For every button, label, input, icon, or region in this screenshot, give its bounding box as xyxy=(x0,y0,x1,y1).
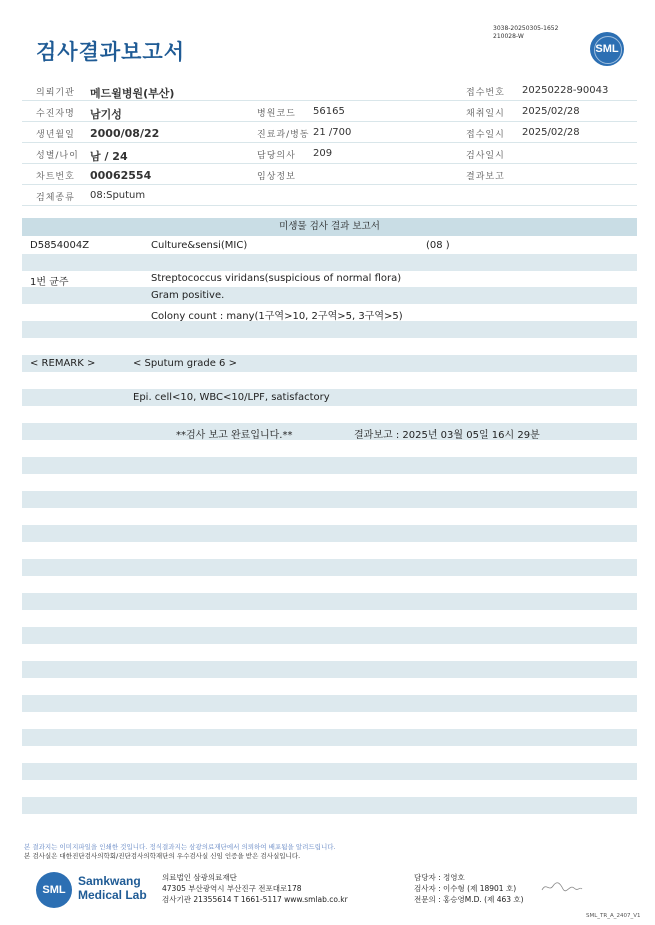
info-value: 2000/08/22 xyxy=(90,127,160,140)
info-row xyxy=(22,122,637,143)
info-value: 08:Sputum xyxy=(90,190,146,201)
report-complete-text: **검사 보고 완료입니다.** xyxy=(176,430,293,441)
test-code: D5854004Z xyxy=(30,240,90,251)
info-row xyxy=(22,101,637,122)
company-name-line2: Medical Lab xyxy=(78,888,147,902)
document-code-line2: 210028-W xyxy=(493,33,524,40)
footer-note-print: 본 결과지는 이미지파일을 인쇄한 것입니다. 정식결과지는 삼광의료재단에서 의뢰하여 배포됨을 알려드립니다. xyxy=(24,843,336,851)
report-time: 결과보고 : 2025년 03월 05일 16시 29분 xyxy=(354,430,540,441)
result-stripe xyxy=(22,729,637,746)
footer-note-accreditation: 본 검사실은 대한진단검사의학회/진단검사의학재단의 우수검사실 신임 인증을 받은 검사실입니다. xyxy=(24,852,301,860)
document-code xyxy=(493,25,558,41)
info-label: 접수번호 xyxy=(466,88,505,98)
org-contact: 검사기관 21355614 T 1661-5117 www.smlab.co.kr xyxy=(162,895,348,904)
info-value: 2025/02/28 xyxy=(522,127,580,138)
result-stripe xyxy=(22,661,637,678)
result-stripe xyxy=(22,321,637,338)
result-stripe xyxy=(22,423,637,440)
footer-sml-logo-icon xyxy=(36,872,72,908)
info-row xyxy=(22,164,637,185)
info-value: 21 /700 xyxy=(313,127,352,138)
result-stripe xyxy=(22,593,637,610)
info-label: 접수일시 xyxy=(466,130,505,140)
info-value: 00062554 xyxy=(90,169,152,182)
gram-stain: Gram positive. xyxy=(151,290,225,301)
staff-tester: 검사자 : 이수형 (제 18901 호) xyxy=(414,884,517,893)
result-stripe xyxy=(22,491,637,508)
info-value: 남 / 24 xyxy=(90,150,128,163)
info-value: 209 xyxy=(313,148,333,159)
staff-specialist: 전문의 : 홍승영M.D. (제 463 호) xyxy=(414,895,524,904)
info-label: 병원코드 xyxy=(257,109,296,119)
info-label: 채취일시 xyxy=(466,109,505,119)
info-row xyxy=(22,143,637,164)
result-stripe xyxy=(22,287,637,304)
info-label: 수진자명 xyxy=(36,109,75,119)
remark-label: < REMARK > xyxy=(30,358,96,369)
result-stripe xyxy=(22,457,637,474)
organism-label: 1번 균주 xyxy=(30,277,69,288)
test-number: (08 ) xyxy=(426,240,450,251)
colony-count: Colony count : many(1구역>10, 2구역>5, 3구역>5) xyxy=(151,311,403,322)
org-address: 47305 부산광역시 부산진구 전포대로178 xyxy=(162,884,302,893)
info-label: 검체종류 xyxy=(36,193,75,203)
result-stripe xyxy=(22,763,637,780)
info-value: 2025/02/28 xyxy=(522,106,580,117)
info-label: 생년월일 xyxy=(36,130,75,140)
result-stripe xyxy=(22,254,637,271)
info-label: 결과보고 xyxy=(466,172,505,182)
company-name xyxy=(78,874,147,902)
sml-logo-icon xyxy=(590,32,624,66)
footer-logo-text: SML xyxy=(42,884,66,896)
signature-icon xyxy=(540,880,584,894)
result-section-title: 미생물 검사 결과 보고서 xyxy=(22,218,637,236)
result-stripe xyxy=(22,627,637,644)
info-label: 임상정보 xyxy=(257,172,296,182)
organism-name: Streptococcus viridans(suspicious of normal flora) xyxy=(151,273,402,284)
info-value: 20250228-90043 xyxy=(522,85,609,96)
sml-logo-text: SML xyxy=(595,43,619,55)
info-label: 차트번호 xyxy=(36,172,75,182)
info-label: 담당의사 xyxy=(257,151,296,161)
document-code-line1: 3038-20250305-1652 xyxy=(493,25,559,32)
info-value: 메드윌병원(부산) xyxy=(90,87,175,100)
result-stripe xyxy=(22,559,637,576)
remark-detail: Epi. cell<10, WBC<10/LPF, satisfactory xyxy=(133,392,330,403)
test-name: Culture&sensi(MIC) xyxy=(151,240,248,251)
form-code: SML_TR_A_2407_V1 xyxy=(586,913,641,919)
info-label: 진료과/병동 xyxy=(257,130,310,140)
info-value: 남기성 xyxy=(90,108,122,121)
org-name: 의료법인 삼광의료재단 xyxy=(162,873,237,882)
page-title: 검사결과보고서 xyxy=(36,40,186,64)
info-row xyxy=(22,80,637,101)
result-stripe xyxy=(22,797,637,814)
result-stripe xyxy=(22,695,637,712)
remark-title: < Sputum grade 6 > xyxy=(133,358,237,369)
info-label: 성별/나이 xyxy=(36,151,79,161)
info-row xyxy=(22,185,637,206)
info-label: 검사일시 xyxy=(466,151,505,161)
result-stripe xyxy=(22,355,637,372)
info-value: 56165 xyxy=(313,106,345,117)
staff-manager: 담당자 : 정영호 xyxy=(414,873,465,882)
info-label: 의뢰기관 xyxy=(36,88,75,98)
company-name-line1: Samkwang xyxy=(78,874,141,888)
result-stripe xyxy=(22,525,637,542)
